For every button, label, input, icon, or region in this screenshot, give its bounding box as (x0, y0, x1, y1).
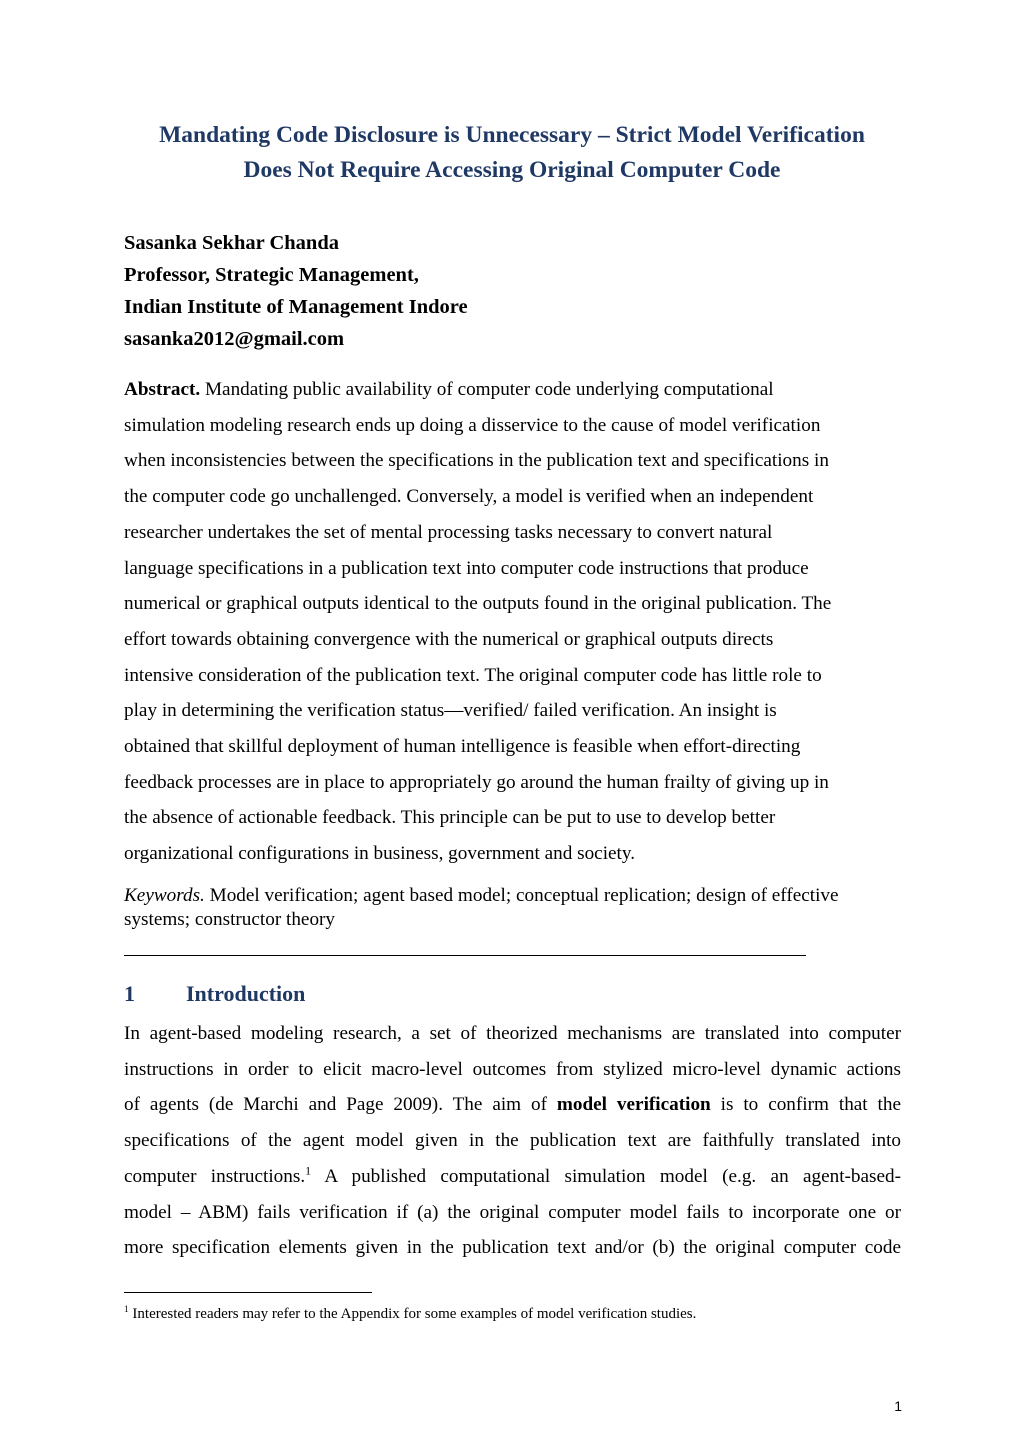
abstract-line: simulation modeling research ends up doing a disservice to the cause of model verification (124, 414, 821, 436)
abstract-line: obtained that skillful deployment of human intelligence is feasible when effort-directing (124, 736, 801, 758)
body-line: more specification elements given in the publication text and/or (b) the original computer code (124, 1237, 901, 1259)
abstract-line: language specifications in a publication text into computer code instructions that produce (124, 557, 809, 579)
abstract-line: effort towards obtaining convergence with the numerical or graphical outputs directs (124, 628, 774, 650)
abstract-line: intensive consideration of the publication text. The original computer code has little role to (124, 664, 822, 686)
footnote-reference: 1 (305, 1163, 312, 1178)
body-line: specifications of the agent model given in the publication text are faithfully translated into (124, 1130, 901, 1152)
keywords-line: systems; constructor theory (124, 909, 336, 930)
author-email: sasanka2012@gmail.com (124, 328, 345, 350)
author-position: Professor, Strategic Management, (124, 264, 419, 286)
body-text: A published computational simulation model (e.g. an agent-based- (311, 1165, 902, 1187)
keywords-text: Model verification; agent based model; conceptual replication; design of effective (204, 885, 839, 906)
keywords (124, 884, 904, 932)
body-text: of agents (de Marchi and Page 2009). The aim of (124, 1094, 557, 1116)
footnote-separator (124, 1292, 372, 1293)
title-line: Does Not Require Accessing Original Computer Code (243, 157, 781, 183)
introduction-body (124, 1016, 901, 1266)
author-affiliation: Indian Institute of Management Indore (124, 296, 468, 318)
abstract-line: researcher undertakes the set of mental processing tasks necessary to convert natural (124, 521, 773, 543)
footnote-text: Interested readers may refer to the Appendix for some examples of model verification studies. (128, 1306, 697, 1322)
footnote-marker: 1 (124, 1305, 129, 1315)
abstract-line: organizational configurations in business, government and society. (124, 843, 636, 865)
body-line: In agent-based modeling research, a set of theorized mechanisms are translated into computer (124, 1023, 901, 1044)
section-heading (124, 979, 305, 1009)
body-text: is to confirm that the (710, 1094, 901, 1116)
keywords-label: Keywords. (124, 885, 205, 906)
keywords-line (124, 884, 904, 908)
abstract-label: Abstract. (124, 379, 201, 400)
abstract-line: play in determining the verification status—verified/ failed verification. An insight is (124, 700, 777, 722)
abstract-line: the absence of actionable feedback. This principle can be put to use to develop better (124, 807, 776, 829)
footnote (124, 1304, 696, 1324)
section-title: Introduction (186, 981, 306, 1006)
body-line: model – ABM) fails verification if (a) the original computer model fails to incorporate one or (124, 1201, 901, 1223)
author-block (124, 227, 904, 355)
abstract-text: Mandating public availability of computer code underlying computational (200, 379, 774, 400)
abstract-line (124, 372, 904, 408)
body-line (124, 1087, 901, 1123)
abstract-line: feedback processes are in place to appropriately go around the human frailty of giving up in (124, 771, 829, 793)
page-number: 1 (894, 1398, 902, 1414)
abstract (124, 372, 904, 872)
body-line: instructions in order to elicit macro-level outcomes from stylized micro-level dynamic actions (124, 1058, 901, 1080)
body-text: computer instructions. (124, 1165, 306, 1187)
author-name: Sasanka Sekhar Chanda (124, 232, 339, 254)
paper-title (110, 118, 914, 188)
body-line (124, 1159, 901, 1195)
section-number: 1 (124, 981, 135, 1006)
abstract-line: the computer code go unchallenged. Conversely, a model is verified when an independent (124, 486, 814, 508)
key-term: model verification (556, 1094, 711, 1116)
title-line: Mandating Code Disclosure is Unnecessary – Strict Model Verification (159, 122, 865, 148)
abstract-line: when inconsistencies between the specifications in the publication text and specifications in (124, 450, 829, 472)
section-divider (124, 955, 806, 956)
abstract-line: numerical or graphical outputs identical to the outputs found in the original publication. The (124, 593, 832, 615)
